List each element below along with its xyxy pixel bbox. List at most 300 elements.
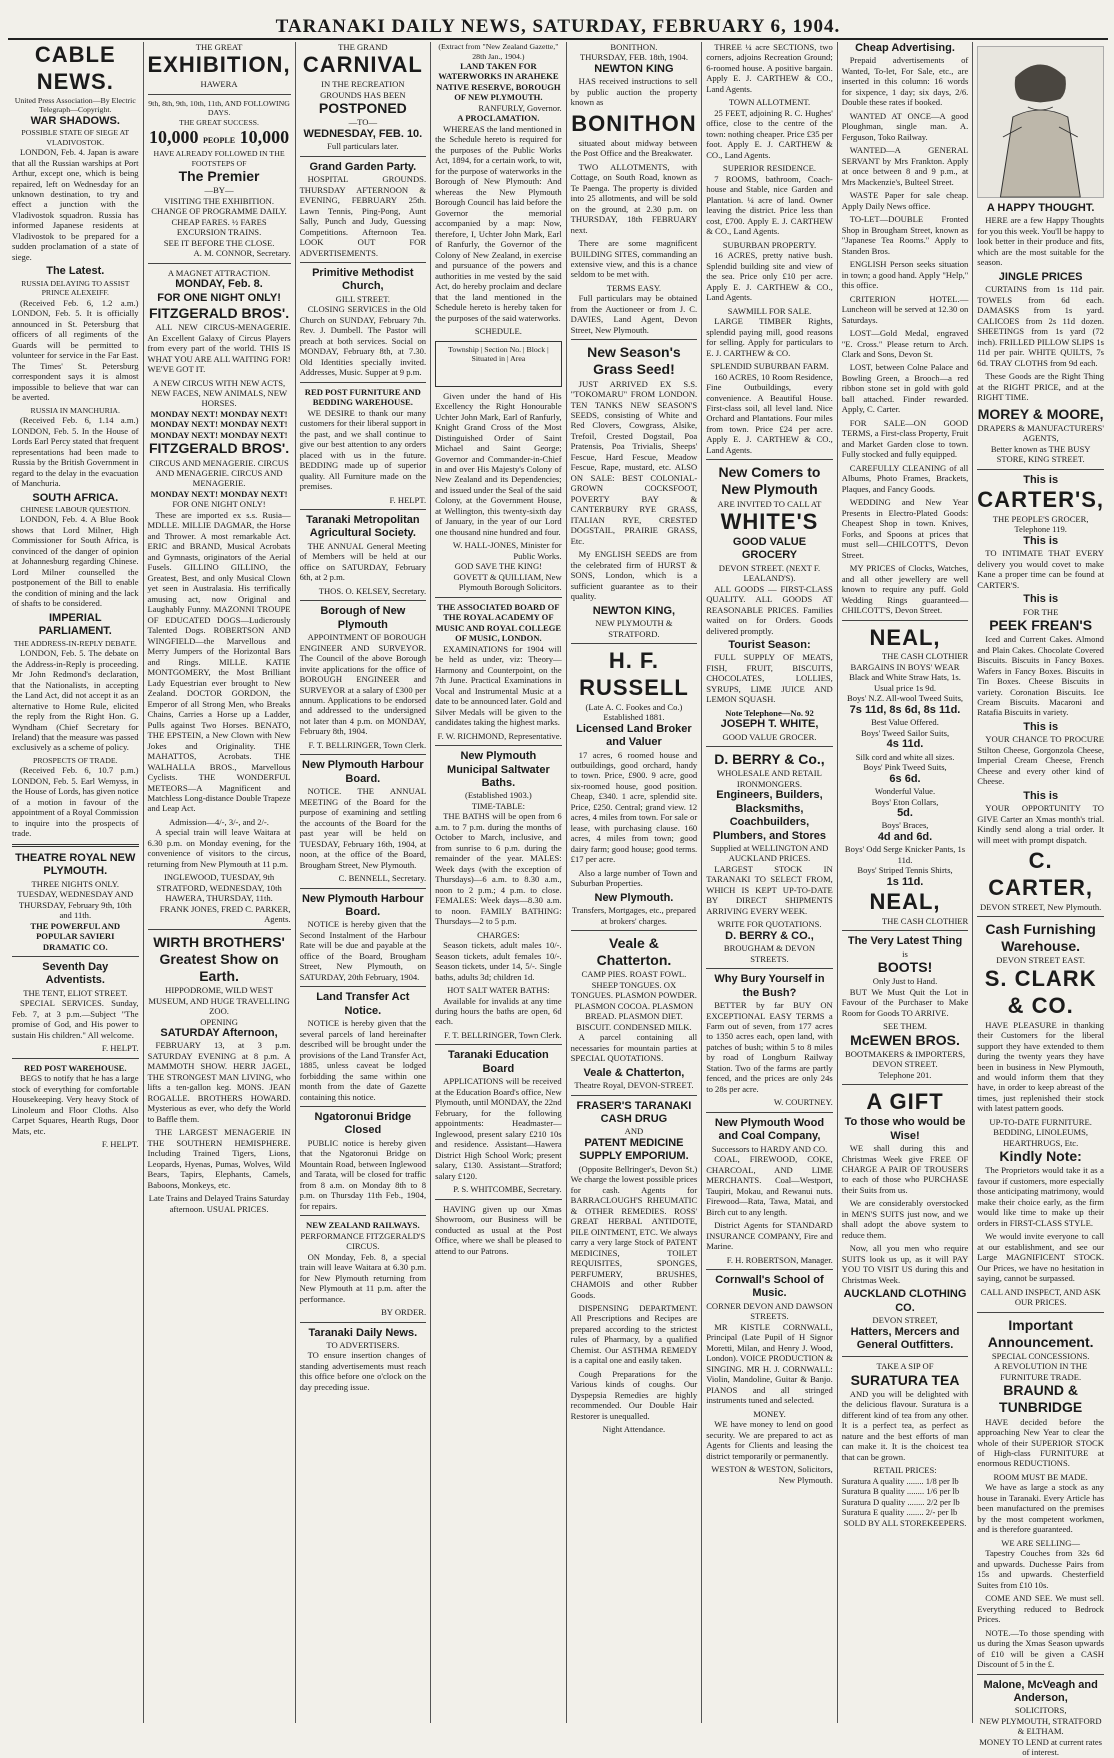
price: 6s 6d. [889, 772, 921, 785]
to-advertisers: TO ADVERTISERS. [326, 1339, 400, 1350]
tdn-heading: Taranaki Daily News. [308, 1326, 418, 1339]
classified: FOR SALE—ON GOOD TERMS, a First-class Property, Fruit and Market Garden close to town. Fully stocked and fully equipped. [841, 417, 969, 460]
cable-news-sub: United Press Association—By Electric Telegraph—Copyright. [14, 95, 136, 115]
bridge-text: PUBLIC notice is hereby given that the Ngatoronui Bridge on Mountain Road, between Inglewood and Tarata, will be closed for traffic from 8 a.m. on Monday 8th to 8 p.m. on Thursday 11th Feb., 1904, for repairs. [299, 1137, 427, 1211]
cheap-fares: CHEAP FARES. ½ FARES [171, 216, 267, 227]
insurance-agents: District Agents for STANDARD INSURANCE COMPANY, Fire and Marine. [706, 1220, 833, 1252]
wednesday-date: WEDNESDAY, FEB. 10. [303, 127, 423, 140]
given-text: Given under the hand of His Excellency the Right Honourable Uchter John Mark, Earl of Ranfurly, Knight Grand Cross of the Most Distinguished Order of Saint Michael and Saint George; Governor and Commander-in-Chief in and over His Majesty's Colony of New Zealand and its Dependencies; and issued under the Seal of the said Colony, at the Government House, at Wellington, this twenty-sixth day of January, in the year of our Lord one thousand nine hundred and four. [435, 390, 562, 537]
ironmongers: WHOLESALE AND RETAIL IRONMONGERS. [717, 768, 822, 789]
money-to-lend: MONEY TO LEND at current rates of interest. [979, 1736, 1103, 1758]
performance: PERFORMANCE FITZGERALD'S CIRCUS. [300, 1230, 426, 1252]
town-allotment-text: 25 FEET, adjoining R. C. Hughes' office, close to the centre of the town: nothing cheaper. Price £35 per foot. Apply E. J. CARTHEW & CO., Land Agents. [706, 107, 833, 160]
drapers: DRAPERS & MANUFACTURERS' AGENTS, [977, 422, 1104, 444]
pink-tweed: Boys' Pink Tweed Suits, [863, 762, 947, 773]
write-quotations: WRITE FOR QUOTATIONS. [717, 919, 822, 930]
classified: LOST, between Colne Palace and Bowling Green, a Brooch—a red ribbon stone set in gold with gold ball attached. Finder rewarded. Apply, C. Carter. [841, 362, 969, 415]
seed-text: My ENGLISH SEEDS are from the celebrated firm of HURST & SONS, London, which is a sufficient guarantee as to their quality. [570, 549, 698, 602]
tourist-text: FULL SUPPLY OF MEATS, FISH, FRUIT, BISCUITS, CHOCOLATES, LOLLIES, SYRUPS, LIME JUICE AND LEMON SQUASH. [706, 652, 833, 705]
intimate-text: TO INTIMATE THAT EVERY delivery you would covet to make Kane a proper time can be found at CARTER'S. [977, 548, 1104, 590]
fitzgerald-heading: FITZGERALD BROS'. [148, 305, 290, 322]
carter-address: DEVON STREET, New Plymouth. [979, 901, 1102, 912]
admission: Admission—4/-, 3/-, and 2/-. [169, 816, 269, 827]
tour-dates: INGLEWOOD, TUESDAY, 9th STRATFORD, WEDNESDAY, 10th HAWERA, THURSDAY, 11th. [156, 872, 282, 904]
kindly-text: The Proprietors would take it as a favour if customers, more especially those anticipating matrimony, would make their choice early, as the firm would like time to make up their orders in FIRST-CLASS STYLE. [977, 1165, 1104, 1228]
opportunity-text: YOUR OPPORTUNITY TO GIVE Carter an Xmas month's trial. Kindly send along a trial order. It will meet with prompt dispatch. [977, 803, 1104, 845]
column-cable-news [8, 42, 143, 1723]
dispensing-text: DISPENSING DEPARTMENT. All Prescriptions and Recipes are prepared according to the strictest rules of Pharmacy, by a qualified Chemist. Our ASTHMA REMEDY is a capital one and easily taken. [570, 1303, 698, 1366]
visiting: VISITING THE EXHIBITION. [164, 195, 274, 206]
bootmakers: BOOTMAKERS & IMPORTERS, DEVON STREET. [844, 1048, 966, 1070]
advertisers-text: TO ensure insertion changes of standing advertisements must reach this office before one o'clock on the day preceding issue. [299, 1350, 427, 1392]
bush-text: BETTER by far BUY ON EXCEPTIONAL EASY TERMS a Farm out of seven, from 177 acres to 1350 acres each, open land, with patches of bush; within 5 to 8 miles by road of Longburn Railway Station. Two of the farms are partly fenced, and the prices are only 24s to 28s per acre. [706, 1000, 833, 1094]
proclamation-text: WHEREAS the land mentioned in the Schedule hereto is required for the purposes of the Public Works Act, 1894, for a certain work, to wit, for the purpose of waterworks in the Borough of New Plymouth: And whereas the New Plymouth Borough Council has laid before the Governor the memorial accompanied by a map: Now, therefore, I, Uchter John Mark, Earl of Ranfurly, the Governor of the Colony of New Zealand, in exercise and pursuance of the powers and authorities in me vested by the said Act, do hereby proclaim and declare that the land mentioned in the Schedule hereto is hereby taken for the purposes of the said waterworks. [435, 123, 562, 323]
article-text: (Received Feb. 6, 1.2 a.m.) LONDON, Feb. 5. It is officially announced in St. Petersburg that officers of all regiments of the Guards will be permitted to volunteer for service in the Far East. The Times' St. Petersburg correspondent says it is almost impossible to believe that war can be averted. [12, 297, 139, 403]
gift-heading: A GIFT [866, 1089, 944, 1115]
wood-coal-heading: New Plymouth Wood and Coal Company, [714, 1116, 825, 1143]
attendance-number: 10,000 [149, 127, 199, 148]
in-the: IN THE RECREATION GROUNDS HAS BEEN [320, 79, 406, 100]
tourist-season: Tourist Season: [728, 639, 811, 652]
land-transfer-heading: Land Transfer Act Notice. [316, 991, 410, 1017]
garden-party-text: HOSPITAL GROUNDS. THURSDAY AFTERNOON & EVENING, FEBRUARY 25th. Lawn Tennis, Ping-Pong, Aunt Sally, Punch and Judy, Guessing Competitions. Afternoon Tea. LOOK OUT FOR ADVERTISEMENTS. [299, 174, 427, 258]
money-text: WE have money to lend on good security. We are prepared to act as Agents for Clients and leasing the district temporarily or permanently. [706, 1419, 833, 1461]
suit-prices: 7s 11d, 8s 6d, 8s 11d. [849, 703, 961, 716]
hardy: Successors to HARDY AND CO. [711, 1143, 828, 1154]
latest-thing: The Very Latest Thing [847, 935, 963, 948]
boots: BOOTS! [877, 959, 933, 976]
straw-hats: Black and White Straw Hats, 1s. [849, 672, 961, 683]
clark-heading: S. CLARK & CO. [984, 965, 1097, 1018]
bush-heading: Why Bury Yourself in the Bush? [714, 973, 825, 999]
auction-text: HAS received instructions to sell by public auction the property known as [570, 76, 698, 108]
column-classifieds [837, 42, 973, 1723]
agents: FRANK JONES, FRED C. PARKER, Agents. [159, 903, 291, 925]
happy-thought-text: HERE are a few Happy Thoughts for you this week. You'll be happy to look better in their produce and fits, which are the most suitable for the season. [977, 215, 1104, 268]
provisions-list: CAMP PIES. ROAST FOWL. SHEEP TONGUES. OX TONGUES. PLASMON POWDER. PLASMON COCOA. PLASMON BREAD. PLASMON DIET. BISCUIT. CONDENSED MILK. [570, 969, 697, 1032]
bonithon-heading: BONITHON [571, 110, 697, 136]
supplied: Supplied at WELLINGTON AND AUCKLAND PRICES. [710, 842, 829, 864]
signature: THOS. O. KELSEY, Secretary. [318, 585, 427, 596]
harbour-text: NOTICE is hereby given that the Second Instalment of the Harbour Rate will be due and payable at the office of the Board, Brougham Street, New Plymouth, on SATURDAY, 20th February, 1904. [299, 919, 427, 982]
sailor-suits: Boys' Tweed Sailor Suits, [860, 727, 950, 738]
tea-price: Suratura B quality ........ 1/6 per lb [841, 1486, 960, 1497]
music-text: EXAMINATIONS for 1904 will be held as under, viz: Theory—Harmony and Counterpoint, on the 7th June. Practical Examinations in Vocal and Instrumental Music at a date to be announced later. Gold and Silver Medals will be given to the candidates taking the highest marks. [435, 643, 562, 728]
article-text: (Received Feb. 6, 1.14 a.m.) LONDON, Feb. 5. In the House of Lords Earl Percy stated that frequent representations had been made to Russia by the British Government in regard to the delay in the evacuation of Manchuria. [12, 415, 139, 489]
selling-text: Tapestry Couches from 32s 6d and upwards. Duchesse Pairs from 15s and upwards. Chesterfield Suites from £10 10s. [977, 1548, 1104, 1590]
this-is: This is [1023, 534, 1059, 547]
proclamation-heading: A PROCLAMATION. [457, 113, 540, 124]
adventists-heading: Seventh Day Adventists. [42, 961, 109, 987]
russell-text: 17 acres, 6 roomed house and outbuildings, good orchard, handy to town. Price, £900. 9 acre, good six-roomed house, good position. Cheap, £340. 1 acre, splendid site. Price, £250. Central; grand view. 12 acres, 4 miles from town. For sale or lease, with purchasing clause. 160 acres, 4 miles from town; good dairy farm; good house; good terms. £17 per acre. [570, 749, 698, 865]
russell-more: Also a large number of Town and Suburban Properties. [570, 867, 698, 889]
fitzgerald-heading: FITZGERALD BROS'. [148, 440, 290, 457]
seed-text: JUST ARRIVED EX S.S. "TOKOMARU" FROM LONDON. TEN TANKS NEW SEASON'S SEEDS, consisting of White and Red Clovers, Cowgrass, Alsike, Trefoil, Crested Dogstail, Poa Pratensis, Poa Trivialis, Sheeps' Fescue, Hard Fescue, Meadow Fescue, Rape, mustard, etc. ALSO ON SALE: BEST COLONIAL-GROWN COCKSFOOT, POVERTY BAY & CANTERBURY RYE GRASS, ITALIAN RYE, CRESTED DOGSTAIL, PRAIRIE GRASS, Etc. [570, 378, 698, 546]
veale-chatterton-heading: Veale & Chatterton, [583, 1066, 685, 1079]
primitive-methodist-heading: Primitive Methodist Church, [312, 267, 414, 293]
call-inspect: CALL AND INSPECT, AND ASK OUR PRICES. [980, 1286, 1101, 1308]
sections-text: THREE ¼ acre SECTIONS, two corners, adjoins Recreation Ground; 6-roomed house. A positive bargain. Apply E. J. CARTHEW & CO., Land Agents. [706, 42, 833, 94]
these-goods: These Goods are the Right Thing at the RIGHT PRICE, and at the RIGHT TIME. [977, 371, 1104, 403]
theatre-dates: TUESDAY, WEDNESDAY AND THURSDAY, February 9th, 10th and 11th. [17, 889, 134, 921]
price: 1s 11d. [886, 875, 924, 888]
auction-date: THURSDAY, FEB. 18th, 1904. [579, 52, 689, 63]
church-text: CLOSING SERVICES in the Old Church on SUNDAY, February 7th. Rev. J. Dumbell. The Pastor will preach at both services. Social on MONDAY, February 8th, at 7.30. Old Identities specially invited. Addresses, Music. Supper at 9 p.m. [299, 304, 427, 378]
bargains: BARGAINS IN BOYS' WEAR [850, 661, 960, 672]
classified-rates: Prepaid advertisements of Wanted, To-let, For Sale, etc., are inserted in this column: 16 words for sixpence, 1 day; six days, 2/6. Double these rates if booked. [841, 55, 969, 108]
timetable: TIME-TABLE: [471, 800, 525, 811]
signature: P. S. WHITCOMBE, Secretary. [453, 1184, 562, 1195]
this-is: This is [1023, 789, 1059, 802]
xmas-text: HAVING given up our Xmas Showroom, our Business will be conducted as usual at the Post Office, where we shall be pleased to attend to our Patrons. [435, 1203, 562, 1256]
circus-text: ALL NEW CIRCUS-MENAGERIE. An Excellent Galaxy of Circus Players from every part of the world. THIS IS WHAT YOU ARE ALL WAITING FOR! WE'VE GOT IT. [147, 322, 291, 375]
new-plymouth: New Plymouth. [594, 891, 674, 904]
postponed: POSTPONED [318, 100, 407, 117]
take-a-sip: TAKE A SIP OF [876, 1361, 934, 1372]
newton-king-heading: NEWTON KING, [592, 604, 676, 617]
good-value-grocer: GOOD VALUE GROCER. [722, 731, 817, 742]
price: 4d and 6d. [877, 830, 933, 843]
article-text: LONDON, Feb. 4. A Blue Book shows that Lord Milner, High Commissioner for South Africa, is convinced of the danger of opinion at Johannesburg regarding Chinese. Lord Milner counselled the postponement of the Bill to enable the condition of mining and the lack of shafts to be considered. [12, 514, 139, 609]
footsteps: HAVE ALREADY FOLLOWED IN THE FOOTSTEPS OF [153, 149, 285, 168]
neal-heading: NEAL, [869, 889, 941, 915]
music-school-heading: Cornwall's School of Music. [715, 1274, 824, 1300]
newton-king-heading: NEWTON KING [594, 62, 674, 75]
braund-heading: BRAUND & TUNBRIDGE [999, 1382, 1083, 1416]
gift-text: Now, all you men who require SUITS look us up, as it will PAY YOU TO VISIT US during this and Christmas Week. [841, 1243, 969, 1285]
exhibition-dates: 9th, 8th, 9th, 10th, 11th, AND FOLLOWING DAYS. [148, 98, 290, 118]
silk-cord: Silk cord and white all sizes. [855, 751, 955, 762]
classified: MY PRICES of Clocks, Watches, and all other jewellery are well known to require any puff. Gold Wedding Rings guaranteed—CHILCOTT'S, Devon Street. [841, 563, 969, 616]
busy-store: Better known as THE BUSY STORE, KING STREET. [990, 443, 1091, 465]
education-text: APPLICATIONS will be received at the Education Board's office, New Plymouth, until MONDAY, the 22nd February, for the following appointments: Headmaster—Inglewood, present salary £210 10s and residence. Assistant—Hawera District High School Work; present salary, £130. Assistant—Stratford; salary £120. [435, 1076, 562, 1181]
eton-collars: Boys' Eton Collars, [871, 796, 939, 807]
by: —BY— [204, 185, 234, 196]
premier: The Premier [178, 168, 260, 185]
come-text: COME AND SEE. We must sell. Everything reduced to Bedrock Prices. [977, 1593, 1104, 1625]
people-label: PEOPLE [203, 136, 236, 146]
secretary: A. M. CONNOR, Secretary. [193, 248, 291, 259]
berry-heading: D. BERRY & CO., [725, 929, 814, 942]
headline: RUSSIA IN MANCHURIA. [30, 405, 120, 415]
for-the: FOR THE [1022, 606, 1059, 617]
grocery-address: DEVON STREET. (NEXT F. LEALAND'S). [718, 562, 821, 584]
kindly-note-heading: Kindly Note: [999, 1148, 1082, 1165]
room-heading: ROOM MUST BE MADE. [993, 1471, 1088, 1482]
great-success: THE GREAT SUCCESS. [179, 117, 259, 127]
monday-date: MONDAY, Feb. 8. [175, 278, 263, 291]
braces: Boys' Braces, [881, 820, 929, 831]
see-them: SEE THEM. [883, 1021, 927, 1032]
suburban-property-heading: SUBURBAN PROPERTY. [722, 239, 817, 250]
signature: F. T. BELLRINGER, Town Clerk. [308, 739, 427, 750]
veale-chatterton-heading: Veale & Chatterton. [596, 935, 672, 969]
attendance [148, 127, 291, 149]
music-school-address: CORNER DEVON AND DAWSON STREETS. [706, 1300, 833, 1322]
programme-change: CHANGE OF PROGRAMME DAILY. [151, 206, 287, 217]
jingle-prices-heading: JINGLE PRICES [998, 270, 1083, 283]
carters-heading: CARTER'S, [977, 486, 1104, 512]
land-broker: Licensed Land Broker and Valuer [576, 722, 692, 749]
red-post-heading: RED POST FURNITURE AND BEDDING WAREHOUSE. [304, 386, 421, 408]
minister: W. HALL-JONES, Minister for Public Works. [452, 540, 562, 561]
wise-heading: To those who would be Wise! [844, 1116, 966, 1142]
suratura-text: AND you will be delighted with the delicious flavour. Suratura is a different kind of tea from any other. It is a perfect tea, as perfect as nature and the best efforts of man can make it. It is the choicest tea that can be grown. [841, 1389, 969, 1462]
exhibition-heading: EXHIBITION, [147, 52, 291, 78]
column-exhibition [143, 42, 295, 1723]
russell-sub: (Late A. C. Fookes and Co.) Established 1881. [585, 701, 683, 723]
signature: W. COURTNEY. [773, 1097, 833, 1108]
attendance-number: 10,000 [239, 127, 290, 148]
cheese-text: YOUR CHANCE TO PROCURE Stilton Cheese, Gorgonzola Cheese, Imperial Cream Cheese, French Cheese and every other kind of Cheese. [977, 734, 1104, 787]
suburban-text: 16 ACRES, pretty native bush. Splendid building site and view of the sea. Price only £10 per acre. Apply E. J. CARTHEW & CO., Land Agents. [706, 250, 833, 303]
cash-clothier: THE CASH CLOTHIER [881, 651, 969, 662]
classified: WANTED—A GENERAL SERVANT by Mrs Frankton. Apply at once between 8 and 9 p.m., at Mrs Mackenzie's, Bulteel Street. [841, 145, 969, 187]
signature: F. HELPT. [101, 1139, 139, 1150]
classified: CRITERION HOTEL.—Luncheon will be served at 12.30 on Saturdays. [841, 293, 969, 325]
morey-moore-heading: MOREY & MOORE, [977, 405, 1104, 422]
music-school-text: MR KISTLE CORNWALL, Principal (Late Pupil of H Signor Moretti, Milan, and Henry J. Wood, London). VOICE PRODUCTION & SINGING. MR H. J. CORNWALL: Violin, Mandoline, Guitar & Banjo. PIANOS and all stringed instruments tuned and selected. [706, 1321, 833, 1406]
special-concessions: SPECIAL CONCESSIONS. [991, 1350, 1090, 1361]
devon-street-east: DEVON STREET EAST. [996, 955, 1085, 966]
cash-furnishing-heading: Cash Furnishing Warehouse. [985, 921, 1096, 955]
signature: C. BENNELL, Secretary. [338, 873, 427, 884]
auckland-clothing: AUCKLAND CLOTHING CO. [843, 1288, 967, 1314]
signature: WESTON & WESTON, Solicitors, New Plymouth. [711, 1464, 833, 1485]
dramatic-co: THE POWERFUL AND POPULAR SAVIERI DRAMATIC CO. [30, 920, 121, 952]
happy-thought-heading: A HAPPY THOUGHT. [986, 202, 1095, 214]
headline: PROSPECTS OF TRADE. [32, 755, 118, 765]
train-text: A special train will leave Waitara at 6.30 p.m. on Monday evening, for the convenience of visitors to the circus, returning from New Plymouth at 11 p.m. [147, 827, 291, 869]
agricultural-society-heading: Taranaki Metropolitan Agricultural Society. [306, 514, 420, 540]
railways-heading: NEW ZEALAND RAILWAYS. [306, 1220, 420, 1231]
biscuits-text: Iced and Current Cakes. Almond and Plain Cakes. Chocolate Covered Biscuits. Biscuits in Fancy Boxes. Wafers in Fancy Boxes. Biscuits in Tin Boxes. Cheese Biscuits in variety. Coronation Biscuits. Ice Cream Biscuits. Macaroni and Ratafia Biscuits in variety. [977, 634, 1104, 718]
invited: ARE INVITED TO CALL AT [717, 498, 822, 509]
sawmill-heading: SAWMILL FOR SALE. [727, 305, 812, 316]
terms-easy: TERMS EASY. [606, 282, 662, 293]
usual-price: Usual price 1s 9d. [873, 682, 937, 693]
terms-text: Full particulars may be obtained from the Auctioneer or from J. C. DAVIES, Land Agent, Devon Street, New Plymouth. [570, 293, 698, 335]
tent-location: THE TENT, ELIOT STREET. [23, 987, 128, 998]
fraser-heading: FRASER'S TARANAKI CASH DRUG [576, 1099, 692, 1125]
price: 4s 11d. [886, 738, 924, 751]
red-post-text: BEGS to notify that he has a large stock of everything for comfortable Housekeeping. Very heavy Stock of Linoleum and Floor Cloths. Also Carpet Squares, Hearth Rugs, Door Mats, etc. [12, 1073, 139, 1136]
gift-text: WE shall during this and Christmas Week give FREE OF CHARGE A PAIR OF TROUSERS to each of those who PURCHASE their Suits from us. [841, 1143, 969, 1195]
headline: THE ADDRESS-IN-REPLY DEBATE. [13, 638, 137, 648]
governor: RANFURLY, Governor. [478, 102, 562, 113]
retail-prices: RETAIL PRICES: [873, 1465, 937, 1476]
largest-stock: LARGEST STOCK IN TARANAKI TO SELECT FROM, WHICH IS KEPT UP-TO-DATE BY DIRECT SHIPMENTS ARRIVING EVERY WEEK. [706, 863, 833, 916]
fraser-text: (Opposite Bellringer's, Devon St.) We charge the lowest possible prices for cash. Agents for BARRACLOUGH'S RHEUMATIC & OTHER REMEDIES. ROSS' GREAT HERBAL ANTIDOTE, PILE OINTMENT, ETC. We always carry a very large Stock of PATENT MEDICINES, TOILET REQUISITES, SPONGES, PERFUMERY, BRUSHES, CHAMOIS and other Rubber Goods. [570, 1163, 698, 1300]
new-circus: A NEW CIRCUS WITH NEW ACTS, NEW FACES, NEW ANIMALS, NEW HORSES. [151, 377, 288, 409]
classified: WANTED AT ONCE—A good Ploughman, single man. A. Ferguson, Toko Railway. [841, 110, 969, 142]
god-save-king: GOD SAVE THE KING! [454, 561, 543, 572]
engineers: Engineers, Builders, Blacksmiths, Coachbuilders, Plumbers, and Stores [712, 789, 827, 842]
veale-address: Theatre Royal, DEVON-STREET. [574, 1080, 694, 1091]
new-comers-heading: New Comers to New Plymouth [718, 464, 821, 498]
important-heading: Important Announcement. [987, 1316, 1094, 1350]
three-nights: THREE NIGHTS ONLY. [31, 878, 120, 889]
headline: POSSIBLE STATE OF SIEGE AT VLADIVOSTOK. [21, 128, 130, 147]
classified: WEDDING and New Year Presents in Electro-Plated Goods: Cheapest Shop in town. Knives, Forks, and Spoons at prices that must sell—CHILCOTT'S, Devon Street. [841, 497, 969, 560]
tea-price: Suratura A quality ........ 1/8 per lb [841, 1475, 959, 1486]
carnival-heading: CARNIVAL [302, 52, 423, 78]
signature: F. H. ROBERTSON, Manager. [726, 1254, 833, 1265]
patent-medicine-heading: PATENT MEDICINE SUPPLY EMPORIUM. [579, 1136, 689, 1163]
imperial-parliament-heading: IMPERIAL PARLIAMENT. [38, 611, 112, 638]
knicker-pants: Boys' Odd Serge Knicker Pants, 1s 11d. [844, 844, 966, 865]
the-great: THE GREAT [195, 42, 243, 52]
railways-text: ON Monday, Feb. 8, a special train will leave Waitara at 6.30 p.m. for New Plymouth returning from New Plymouth at 11 p.m. after the performance. [299, 1251, 427, 1304]
established: (Established 1903.) [464, 790, 532, 801]
woman-illustration [977, 46, 1104, 198]
allotments-text: TWO ALLOTMENTS, with Cottage, on South Road, known as Te Paenga. The property is divided into 25 allotments, and will be sold on the ground, at 2.30 p.m. on THURSDAY, 18th FEBRUARY next. [570, 161, 698, 235]
c-carter-heading: C. CARTER, [988, 848, 1094, 900]
this-is: This is [1023, 720, 1059, 733]
joseph-white: JOSEPH T. WHITE, [720, 718, 819, 731]
night-attendance: Night Attendance. [602, 1424, 666, 1435]
residence-text: 7 ROOMS, bathroom, Coach-house and Stable, nice Garden and Plantation. ¼ acre of land. Owner leaving the district. Price less than cost, £700. Apply E. J. CARTHEW & CO., Land Agents. [706, 173, 833, 237]
headline: CHINESE LABOUR QUESTION. [20, 504, 131, 514]
cable-news-heading: CABLE NEWS. [34, 42, 116, 94]
bonithon-text: situated about midway between the Post Office and the Breakwater. [570, 137, 698, 159]
suratura-heading: SURATURA TEA [850, 1371, 960, 1388]
acts-text: These are imported ex s.s. Rusia—MDLLE. MILLIE DAGMAR, the Horse and Thrower. A most remarkable Act. ERIC and BRAND, Musical Acrobats and Gymnasts, originators of the Aerial Fusels. GILLINO GILLINO, the Greatest, Best, and only Musical Clown yet seen in Australasia. His terrifically amusing act, now Original and Laughably Funny. MAZONNI TROUPE OF EDUCATED DOGS—Ludicrously Talented Dogs. ROBERTSON AND WINGFIELD—the Marvellous and Merry Jumpers of the Horizontal Bars and Rings. MILLE. KATIE MONTGOMERY, the Most Brilliant Lady Equestrian ever brought to New Zealand. DOCTOR GORDON, the Emperor of all Strong Men, who Breaks Chains, Carries a Horse up a Ladder, Pulls against Two Horses. BENATO, THE EPSTEIN, a New Clown with New Jokes and Originality. THE MAHATTOS, Acrobats. THE WALHALLA BROS., Marvellous Cyclists. THE WONDERFUL METEORS—A Magnificent and Matchless Long-distance Double Trapeze and Leap Act. [147, 509, 291, 814]
education-board-heading: Taranaki Education Board [448, 1049, 549, 1075]
peek-freans: PEEK FREAN'S [989, 617, 1093, 634]
wirth-heading: WIRTH BROTHERS' Greatest Show on Earth. [153, 933, 285, 984]
best-value: Best Value Offered. [871, 717, 939, 728]
telephone: Telephone 119. [1014, 524, 1067, 535]
sold-by: SOLD BY ALL STOREKEEPERS. [843, 1517, 967, 1528]
classified: ENGLISH Person seeks situation in town; a good hand. Apply "Help," this office. [841, 259, 969, 291]
baths-text: THE BATHS will be open from 6 a.m. to 7 p.m. during the months of October to March, inclusive, and from sunrise to 6 p.m. during the remainder of the year. MALES: Week days (with the exception of Thursdays)—6 a.m. to 8.30 a.m., noon to 2 p.m.; 4 p.m. to close. FEMALES: Week days—8.30 a.m. to noon. FAMILY BATHING: Thursdays—2 to 5 p.m. [435, 811, 562, 927]
just-to-hand: Only Just to Hand. [872, 976, 938, 987]
hot-baths-heading: HOT SALT WATER BATHS: [447, 985, 550, 996]
column-newton-king [566, 42, 702, 1723]
schedule-table: Township | Section No. | Block | Situated in | Area [435, 341, 562, 387]
provisions-text: A parcel containing all necessaries for mountain parties at SPECIAL QUOTATIONS. [570, 1032, 698, 1064]
representative: F. W. RICHMOND, Representative. [437, 730, 562, 741]
by-order: BY ORDER. [381, 1307, 427, 1318]
price: 5d. [897, 807, 913, 819]
baths-heading: New Plymouth Municipal Saltwater Baths. [447, 750, 550, 789]
harbour-board-heading: New Plymouth Harbour Board. [302, 759, 424, 785]
to: —TO— [348, 117, 378, 128]
furniture-list: UP-TO-DATE FURNITURE. BEDDING, LINOLEUMS, HEARTHRUGS, Etc. [989, 1116, 1092, 1148]
columns [8, 42, 1108, 1758]
land-taken-heading: LAND TAKEN FOR WATERWORKS IN ARAHEKE NATIVE RESERVE, BOROUGH OF NEW PLYMOUTH. [436, 61, 561, 103]
invite-text: We would invite everyone to call at our establishment, and see our Large MAGNIFICENT STOCK. Our Prices, we have no hesitation in saying, cannot be surpassed. [977, 1231, 1104, 1284]
article-text: (Received Feb. 6, 10.7 p.m.) LONDON, Feb. 5. Earl Wemyss, in the House of Lords, has given notice of a motion in favour of the appointment of a Royal Commission to inquire into the prospects of trade. [12, 765, 139, 839]
tea-price: Suratura E quality ........ 2/- per lb [841, 1507, 958, 1518]
note-text: NOTE.—To those spending with us during the Xmas Season upwards of £10 will be given a CASH Discount of 5 in the £. [977, 1627, 1104, 1670]
malone-heading: Malone, McVeagh and Anderson, [983, 1678, 1098, 1705]
town-allotment-heading: TOWN ALLOTMENT. [728, 97, 811, 108]
solicitors: SOLICITORS, [1014, 1705, 1067, 1716]
article-text: LONDON, Feb. 4. Japan is aware that all the Russian warships at Port Arthur, except one, which is being repaired, left on Wednesday for an unknown destination, to try and effect a junction with the Vladivostok squadron. Russia has informed Japanese residents at Vladivostok to be prepared for a sudden proclamation of a state of siege. [12, 147, 139, 262]
jingle-text: CURTAINS from 1s 11d pair. TOWELS from 6d each. DAMASKS from 1s yard. CALICOES from 2s 11d dozen. SHEETINGS from 1s yard (72 inch). FRILLED PILLOW SLIPS 1s 11d per pair. WHITE QUILTS, 7s 6d. TRAY CLOTHS from 9d each. [977, 284, 1104, 368]
excursion-trains: EXCURSION TRAINS. [176, 227, 262, 238]
menagerie-text: THE LARGEST MENAGERIE IN THE SOUTHERN HEMISPHERE. Including Trained Tigers, Lions, Leopards, Hyenas, Pumas, Wolves, Wild Bears, Tapirs, Elephants, Camels, Baboons, Monkeys, etc. [147, 1127, 291, 1190]
solicitors: GOVETT & QUILLIAM, New Plymouth Borough Solicitors. [453, 571, 562, 593]
grocery-heading: GOOD VALUE GROCERY [732, 535, 807, 562]
signature: F. HELPT. [389, 494, 427, 505]
suburban-farm-heading: SPLENDID SUBURBAN FARM. [710, 361, 829, 372]
harbour-board-heading: New Plymouth Harbour Board. [302, 892, 424, 918]
gazette-extract: (Extract from "New Zealand Gazette," 28th Jan., 1904.) [438, 42, 559, 61]
farm-text: 160 ACRES, 10 Room Residence, Fine Outbuildings, every convenience. A Beautiful House. First-class soil, all level land. Nice Orchard and Plantations. Four miles from town. Price £24 per acre. Apply E. J. CARTHEW & CO., Land Agents. [706, 371, 833, 455]
signature: F. T. BELLRINGER, Town Clerk. [444, 1029, 562, 1040]
sawmill-text: LARGE TIMBER Rights, splendid paying mill, good reasons for selling. Apply for particulars to E. J. CARTHEW & CO. [706, 316, 833, 358]
telephone-note: Note Telephone—No. 92 [725, 707, 814, 718]
column-drapers [972, 42, 1108, 1758]
classified: TO-LET—DOUBLE Fronted Shop in Brougham Street, known as "Japanese Tea Rooms." Apply to Standen Bros. [841, 214, 969, 256]
opening: OPENING [200, 1016, 238, 1027]
revolution: A REVOLUTION IN THE FURNITURE TRADE. [994, 1361, 1088, 1382]
red-post-heading: RED POST WAREHOUSE. [23, 1062, 127, 1073]
braund-text: HAVE decided before the approaching New Year to clear the whole of their SUPERIOR STOCK of High-class FURNITURE at enormous REDUCTIONS. [977, 1416, 1104, 1469]
boots-text: BUT We Must Quit the Lot in Favour of the Purchaser to Make Room for Goods TO ARRIVE. [841, 986, 969, 1018]
transfers: Transfers, Mortgages, etc., prepared at brokers' charges. [571, 905, 696, 926]
usual-prices: Late Trains and Delayed Trains Saturday afternoon. USUAL PRICES. [148, 1193, 290, 1214]
monday-next: MONDAY NEXT! MONDAY NEXT! MONDAY NEXT! MONDAY NEXT! MONDAY NEXT! MONDAY NEXT! [150, 408, 288, 440]
cough-text: Cough Preparations for the Various kinds of coughs. Our Dyspepsia Remedies are highly recommended. Our Double Hair Restorer is unequalled. [570, 1368, 698, 1421]
and: AND [624, 1126, 644, 1137]
is: is [902, 948, 908, 959]
classified: CAREFULLY CLEANING of all Albums, Photo Frames, Brackets, Plaques, and Fancy Goods. [841, 462, 969, 494]
hot-baths-text: Available for invalids at any time during hours the baths are open, 6d each. [435, 995, 562, 1027]
column-carthew [701, 42, 837, 1723]
tweed-suits: Boys' N.Z. All-wool Tweed Suits, [846, 693, 964, 704]
land-transfer-text: NOTICE is hereby given that the several parcels of land hereinafter described will be brought under the provisions of the Land Transfer Act, 1885, unless caveat be lodged forbidding the same within one month from the date of Gazette containing this notice. [299, 1018, 427, 1102]
mcewen-heading: McEWEN BROS. [850, 1031, 960, 1048]
gift-text: We are considerably overstocked in MEN'S SUITS just now, and we shall adopt the above system to reduce them. [841, 1198, 969, 1240]
this-is: This is [1023, 473, 1059, 486]
whites-heading: WHITE'S [720, 509, 819, 535]
one-night: FOR ONE NIGHT ONLY! [172, 499, 266, 510]
wonderful: Wonderful Value. [874, 786, 936, 797]
room-text: We have as large a stock as any house in Taranaki. Every Article has been manufactured on the premises by the most competent workmen, and is therefore guaranteed. [977, 1482, 1104, 1535]
superior-residence-heading: SUPERIOR RESIDENCE. [722, 163, 817, 174]
garden-party-heading: Grand Garden Party. [309, 160, 417, 173]
bridge-closed-heading: Ngatoronui Bridge Closed [314, 1110, 412, 1137]
music-board-heading: THE ASSOCIATED BOARD OF THE ROYAL ACADEMY OF MUSIC AND ROYAL COLLEGE OF MUSIC, LONDON. [435, 601, 562, 644]
the-grand: THE GRAND [338, 42, 388, 52]
tennis-shirts: Boys' Striped Tennis Shirts, [857, 865, 953, 876]
classified: LOST—Gold Medal, engraved "E. Cross." Please return to Arch. Clark and Sons, Devon St. [841, 328, 969, 359]
berry-address: BROUGHAM & DEVON STREETS. [723, 943, 816, 964]
telephone: Telephone 201. [878, 1069, 932, 1080]
services-text: SPECIAL SERVICES. Sunday, Feb. 7, at 3 p.m.—Subject "The promise of God, and His power to sustain His children." All welcome. [12, 998, 139, 1040]
borough-heading: Borough of New Plymouth [320, 605, 406, 631]
goods-text: ALL GOODS — FIRST-CLASS QUALITY. ALL GOODS AT REASONABLE PRICES. Families waited on for Orders. Goods delivered promptly. [706, 583, 833, 636]
headline: RUSSIA DELAYING TO ASSIST PRINCE ALEXEIFF. [21, 278, 130, 298]
one-night: FOR ONE NIGHT ONLY! [157, 291, 281, 304]
charges-text: Season tickets, adult males 10/-. Season tickets, adult females 10/-. Season tickets, under 14, 5/-. Single baths, adults 3d; children 1d. [435, 940, 562, 982]
column-carnival [295, 42, 431, 1723]
circus-menagerie: CIRCUS AND MENAGERIE. CIRCUS AND MENAGERIE. CIRCUS AND MENAGERIE. [149, 457, 289, 489]
monday-next: MONDAY NEXT! MONDAY NEXT! [150, 488, 288, 499]
cash-clothier: THE CASH CLOTHIER [881, 915, 969, 926]
column-proclamation [430, 42, 566, 1723]
hippodrome: HIPPODROME, WILD WEST MUSEUM, AND HUGE TRAVELLING ZOO. [148, 985, 290, 1017]
latest-heading: The Latest. [46, 265, 105, 278]
peoples-grocer: THE PEOPLE'S GROCER, [992, 513, 1089, 524]
selling-heading: WE ARE SELLING— [1001, 1537, 1081, 1548]
war-heading: WAR SHADOWS. [30, 114, 120, 127]
classified: WASTE Paper for sale cheap. Apply Daily News office. [841, 190, 969, 211]
